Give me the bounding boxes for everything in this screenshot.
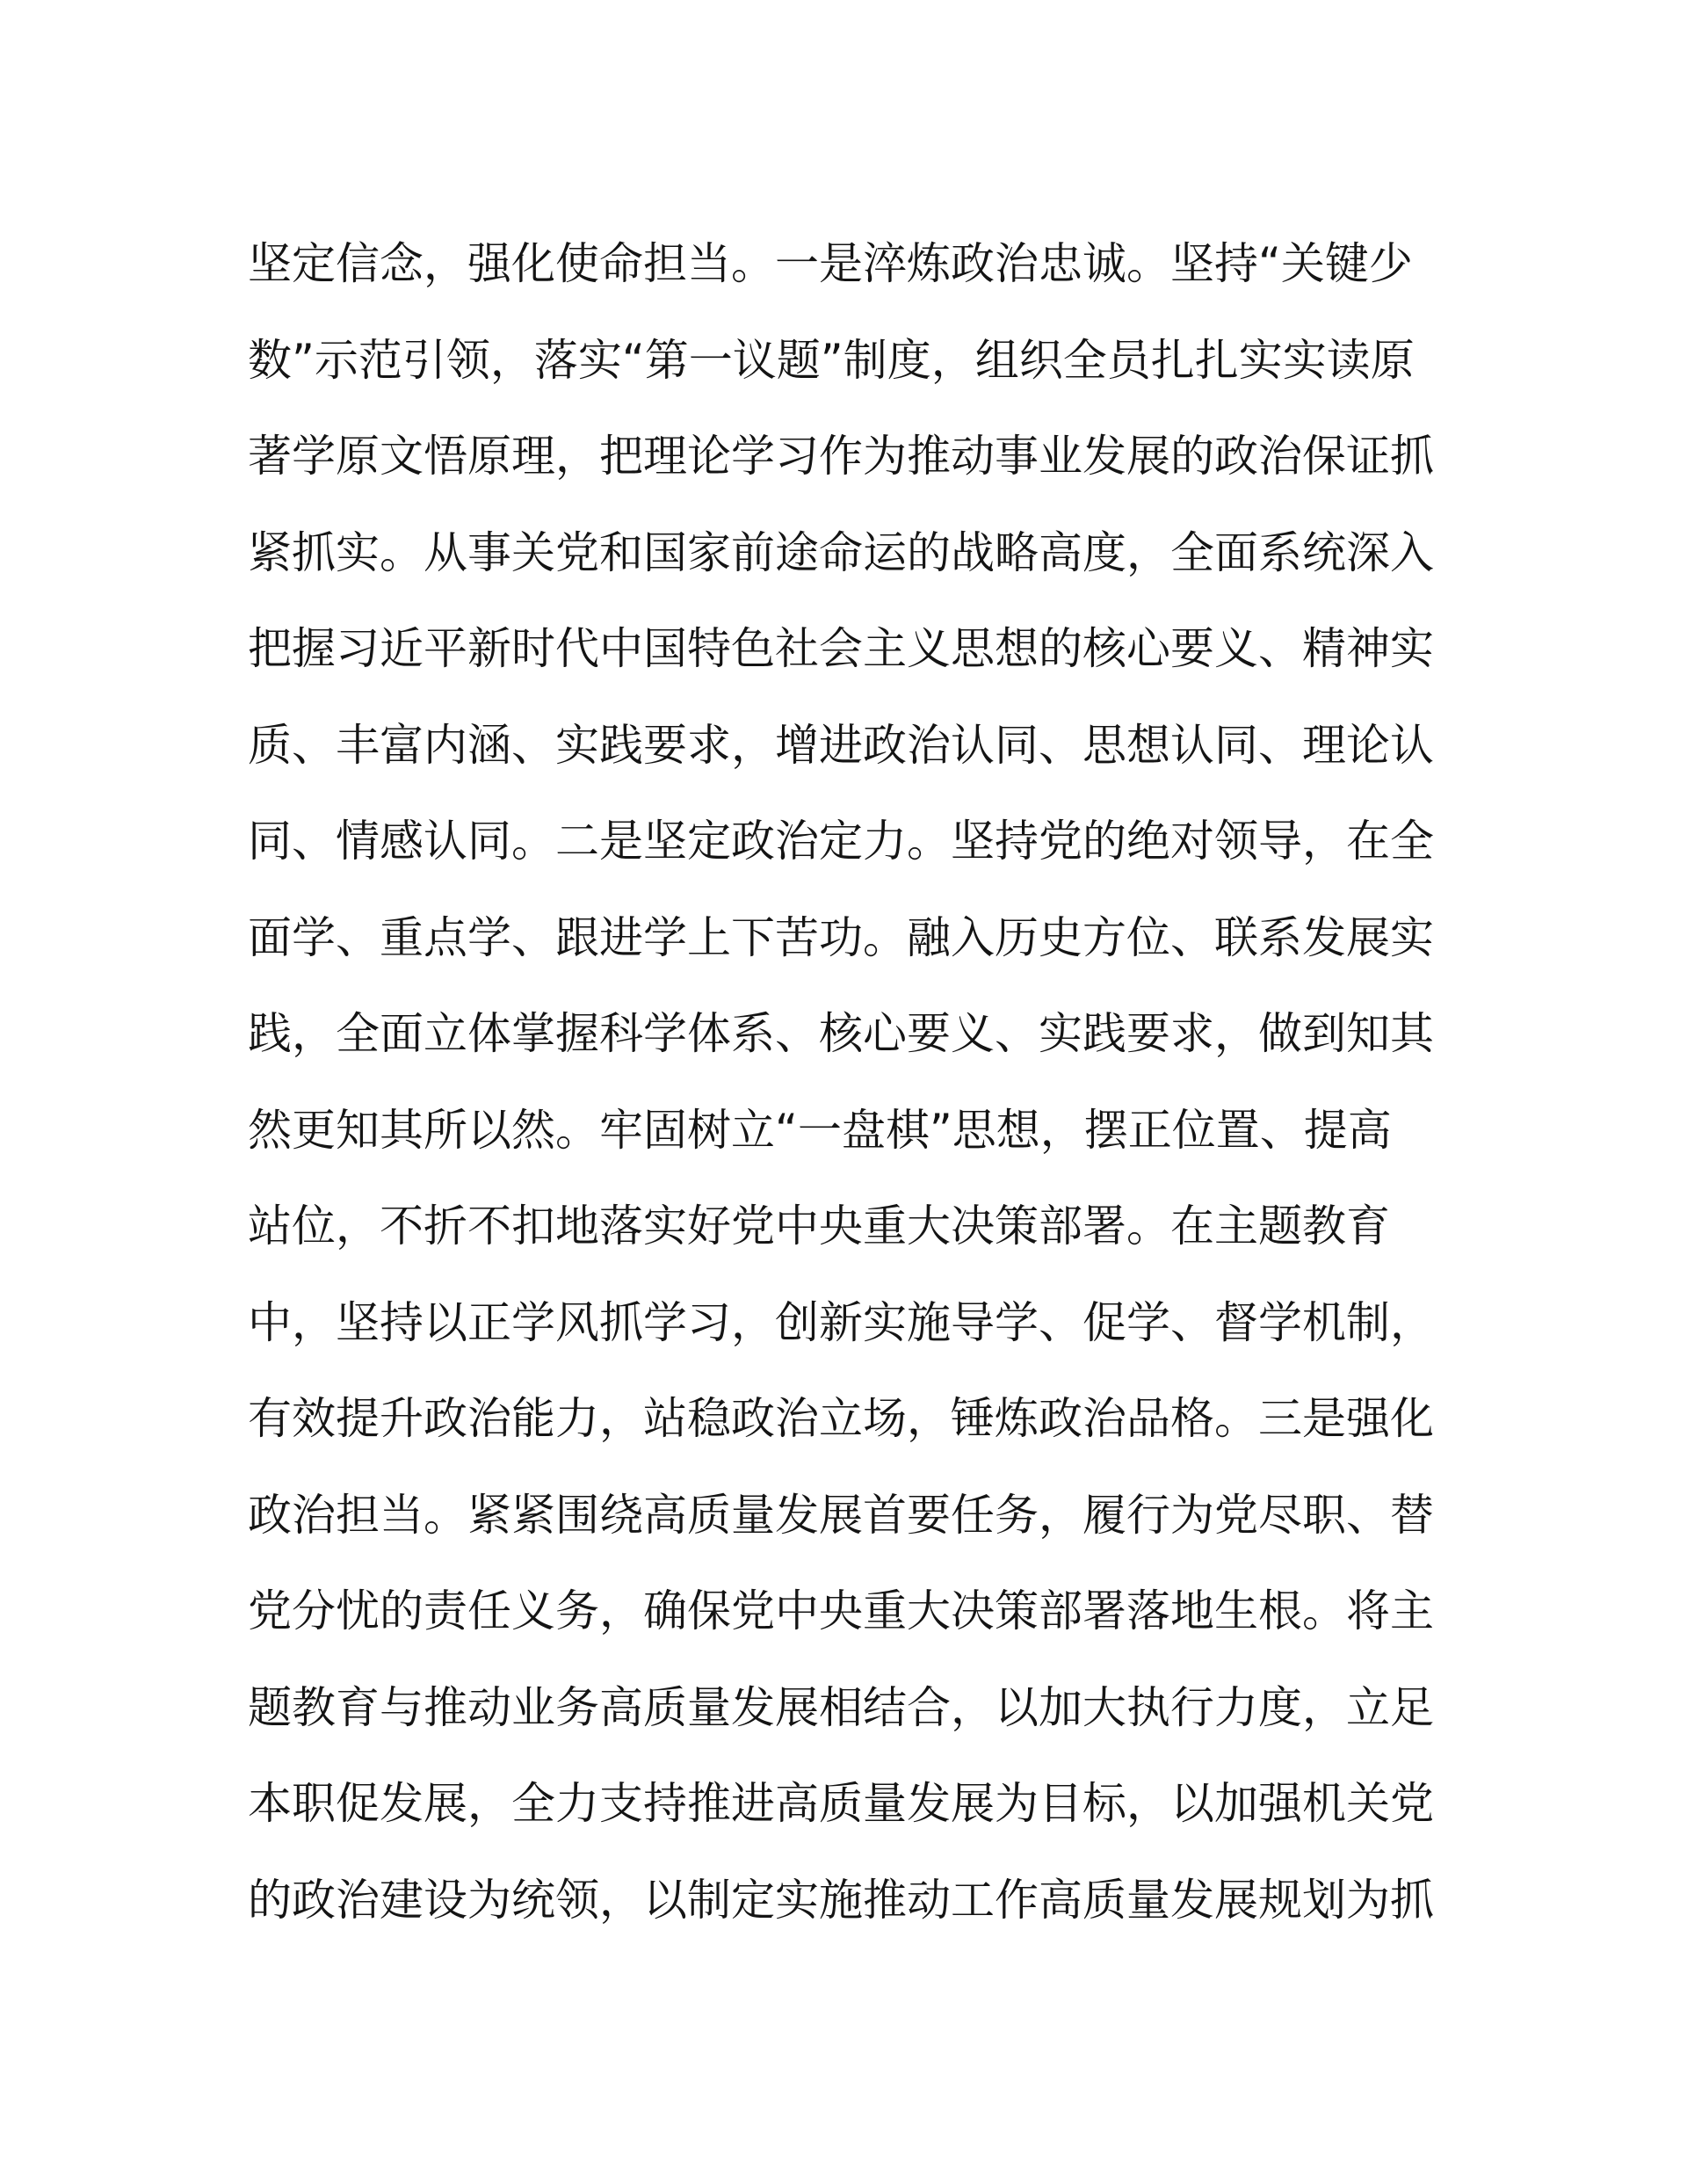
text-line: 的政治建设为统领，以制定实施推动工作高质量发展规划为抓 <box>248 1874 1434 1926</box>
text-line: 质、丰富内涵、实践要求，增进政治认同、思想认同、理论认 <box>248 719 1434 771</box>
text-line: 题教育与推动业务高质量发展相结合，以加大执行力度，立足 <box>248 1681 1434 1733</box>
text-line: 践，全面立体掌握科学体系、核心要义、实践要求，做到知其 <box>248 1008 1434 1059</box>
text-line: 政治担当。紧紧围绕高质量发展首要任务，履行为党尽职、替 <box>248 1489 1434 1541</box>
text-line: 党分忧的责任义务，确保党中央重大决策部署落地生根。将主 <box>248 1585 1434 1636</box>
text-line: 中，坚持以正学风抓学习，创新实施导学、促学、督学机制， <box>248 1296 1434 1348</box>
text-line: 然更知其所以然。牢固树立“一盘棋”思想，摆正位置、提高 <box>248 1104 1392 1156</box>
text-line: 本职促发展，全力支持推进高质量发展为目标，以加强机关党 <box>248 1778 1434 1829</box>
text-line: 有效提升政治能力，站稳政治立场，锤炼政治品格。三是强化 <box>248 1393 1434 1444</box>
text-line: 著学原文悟原理，把理论学习作为推动事业发展的政治保证抓 <box>248 431 1434 482</box>
text-line: 数”示范引领，落实“第一议题”制度，组织全员扎扎实实读原 <box>248 334 1415 386</box>
text-line: 面学、重点学、跟进学上下苦功。融入历史方位、联系发展实 <box>248 911 1434 963</box>
text-line: 紧抓实。从事关党和国家前途命运的战略高度，全面系统深入 <box>248 526 1434 578</box>
text-line: 同、情感认同。二是坚定政治定力。坚持党的绝对领导，在全 <box>248 816 1434 867</box>
text-line: 把握习近平新时代中国特色社会主义思想的核心要义、精神实 <box>248 623 1434 674</box>
body-paragraph <box>248 227 1443 1959</box>
text-line: 坚定信念，强化使命担当。一是淬炼政治忠诚。坚持“关键少 <box>248 238 1413 289</box>
text-line: 站位，不折不扣地落实好党中央重大决策部署。在主题教育 <box>248 1201 1390 1252</box>
